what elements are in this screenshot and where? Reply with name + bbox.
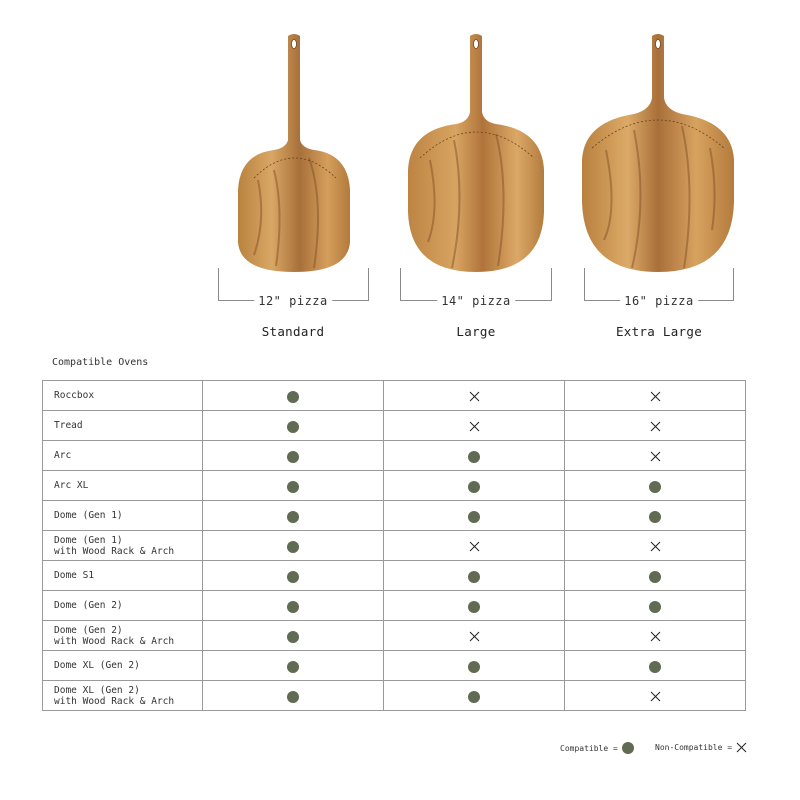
- compatible-dot-icon: [287, 451, 299, 463]
- oven-name: Dome (Gen 2): [54, 600, 123, 611]
- compat-cell-standard: [203, 681, 384, 711]
- compat-cell-standard: [203, 411, 384, 441]
- cross-icon: [650, 421, 661, 432]
- cross-icon: [650, 451, 661, 462]
- table-row: [43, 471, 746, 501]
- cross-icon: [469, 541, 480, 552]
- table-row: [43, 561, 746, 591]
- compat-cell-standard: [203, 651, 384, 681]
- table-row: [43, 651, 746, 681]
- oven-name-cell: [43, 501, 203, 531]
- compatible-dot-icon: [287, 631, 299, 643]
- legend-compatible: [560, 742, 634, 754]
- table-row: [43, 531, 746, 561]
- oven-name: Roccbox: [54, 390, 95, 401]
- cross-icon: [650, 691, 661, 702]
- compat-cell-standard: [203, 381, 384, 411]
- compatible-dot-icon: [468, 451, 480, 463]
- compat-cell-extra-large: [565, 531, 746, 561]
- oven-name-cell: [43, 621, 203, 651]
- oven-name-detail: with Wood Rack & Arch: [54, 545, 175, 557]
- compatible-dot-icon: [649, 601, 661, 613]
- compatible-dot-icon: [287, 391, 299, 403]
- oven-name-cell: [43, 381, 203, 411]
- cross-icon: [650, 541, 661, 552]
- compatible-dot-icon: [649, 481, 661, 493]
- compat-cell-standard: [203, 531, 384, 561]
- compatible-dot-icon: [468, 661, 480, 673]
- pizza-size-label-standard: 12" pizza: [254, 294, 332, 308]
- legend-compatible-label: Compatible =: [560, 743, 618, 753]
- compat-cell-large: [384, 471, 565, 501]
- compat-cell-extra-large: [565, 501, 746, 531]
- compatible-dot-icon: [287, 421, 299, 433]
- oven-name: Dome (Gen 1): [54, 534, 123, 546]
- size-name-extra-large: Extra Large: [615, 324, 703, 339]
- size-name-standard: Standard: [261, 324, 325, 339]
- legend-non-compatible-label: Non-Compatible =: [655, 743, 733, 752]
- table-row: [43, 411, 746, 441]
- compatible-dot-icon: [287, 481, 299, 493]
- compat-cell-large: [384, 381, 565, 411]
- compat-cell-large: [384, 621, 565, 651]
- oven-name-cell: [43, 591, 203, 621]
- compat-cell-extra-large: [565, 381, 746, 411]
- oven-name-cell: [43, 561, 203, 591]
- table-row: [43, 591, 746, 621]
- pizza-peel-extra-large-image: [578, 30, 738, 280]
- compat-cell-standard: [203, 501, 384, 531]
- compatible-dot-icon: [649, 511, 661, 523]
- cross-icon: [736, 742, 747, 753]
- compat-cell-large: [384, 531, 565, 561]
- compat-cell-large: [384, 681, 565, 711]
- size-name-large: Large: [456, 324, 496, 339]
- oven-name: Dome XL (Gen 2): [54, 660, 140, 671]
- compatibility-table-body: [43, 381, 746, 711]
- oven-name-detail: with Wood Rack & Arch: [54, 695, 175, 707]
- compat-cell-extra-large: [565, 651, 746, 681]
- compatible-dot-icon: [468, 481, 480, 493]
- pizza-size-label-large: 14" pizza: [437, 294, 515, 308]
- pizza-peel-standard-image: [214, 30, 374, 280]
- oven-name-detail: with Wood Rack & Arch: [54, 635, 175, 647]
- compat-cell-large: [384, 561, 565, 591]
- oven-name-cell: [43, 411, 203, 441]
- table-row: [43, 441, 746, 471]
- table-row: [43, 681, 746, 711]
- table-row: [43, 621, 746, 651]
- compatible-dot-icon: [287, 571, 299, 583]
- oven-name-cell: [43, 471, 203, 501]
- compat-cell-standard: [203, 441, 384, 471]
- oven-name: Dome (Gen 1): [54, 510, 123, 521]
- compat-cell-extra-large: [565, 681, 746, 711]
- compatible-dot-icon: [649, 661, 661, 673]
- cross-icon: [650, 391, 661, 402]
- oven-name: Tread: [54, 420, 83, 431]
- cross-icon: [469, 421, 480, 432]
- oven-name: Dome XL (Gen 2): [54, 684, 140, 696]
- oven-name: Dome (Gen 2): [54, 624, 123, 636]
- compatibility-table: [42, 380, 746, 711]
- table-row: [43, 501, 746, 531]
- oven-name-cell: [43, 681, 203, 711]
- compatible-dot-icon: [468, 601, 480, 613]
- compat-cell-large: [384, 591, 565, 621]
- compat-cell-extra-large: [565, 561, 746, 591]
- compatible-dot-icon: [287, 541, 299, 553]
- compatible-dot-icon: [287, 691, 299, 703]
- compat-cell-standard: [203, 621, 384, 651]
- compatible-dot-icon: [468, 571, 480, 583]
- compatible-dot-icon: [649, 571, 661, 583]
- section-title: Compatible Ovens: [52, 357, 149, 368]
- compat-cell-extra-large: [565, 591, 746, 621]
- oven-name: Arc: [54, 450, 72, 461]
- oven-name-cell: [43, 651, 203, 681]
- cross-icon: [650, 631, 661, 642]
- compat-cell-extra-large: [565, 471, 746, 501]
- compatible-dot-icon: [468, 511, 480, 523]
- compatible-dot-icon: [287, 661, 299, 673]
- compat-cell-large: [384, 411, 565, 441]
- oven-name: Dome S1: [54, 570, 95, 581]
- compat-cell-extra-large: [565, 621, 746, 651]
- cross-icon: [469, 631, 480, 642]
- compatible-dot-icon: [468, 691, 480, 703]
- pizza-size-label-extra-large: 16" pizza: [620, 294, 698, 308]
- oven-name-cell: [43, 531, 203, 561]
- cross-icon: [469, 391, 480, 402]
- compatible-dot-icon: [287, 511, 299, 523]
- compat-cell-extra-large: [565, 411, 746, 441]
- compatible-dot-icon: [622, 742, 634, 754]
- compat-cell-extra-large: [565, 441, 746, 471]
- compat-cell-standard: [203, 471, 384, 501]
- oven-name-cell: [43, 441, 203, 471]
- oven-name: Arc XL: [54, 480, 89, 491]
- table-row: [43, 381, 746, 411]
- pizza-peel-large-image: [396, 30, 556, 280]
- compat-cell-standard: [203, 591, 384, 621]
- compat-cell-standard: [203, 561, 384, 591]
- compatible-dot-icon: [287, 601, 299, 613]
- compat-cell-large: [384, 651, 565, 681]
- legend-non-compatible: [655, 742, 747, 753]
- compat-cell-large: [384, 501, 565, 531]
- compat-cell-large: [384, 441, 565, 471]
